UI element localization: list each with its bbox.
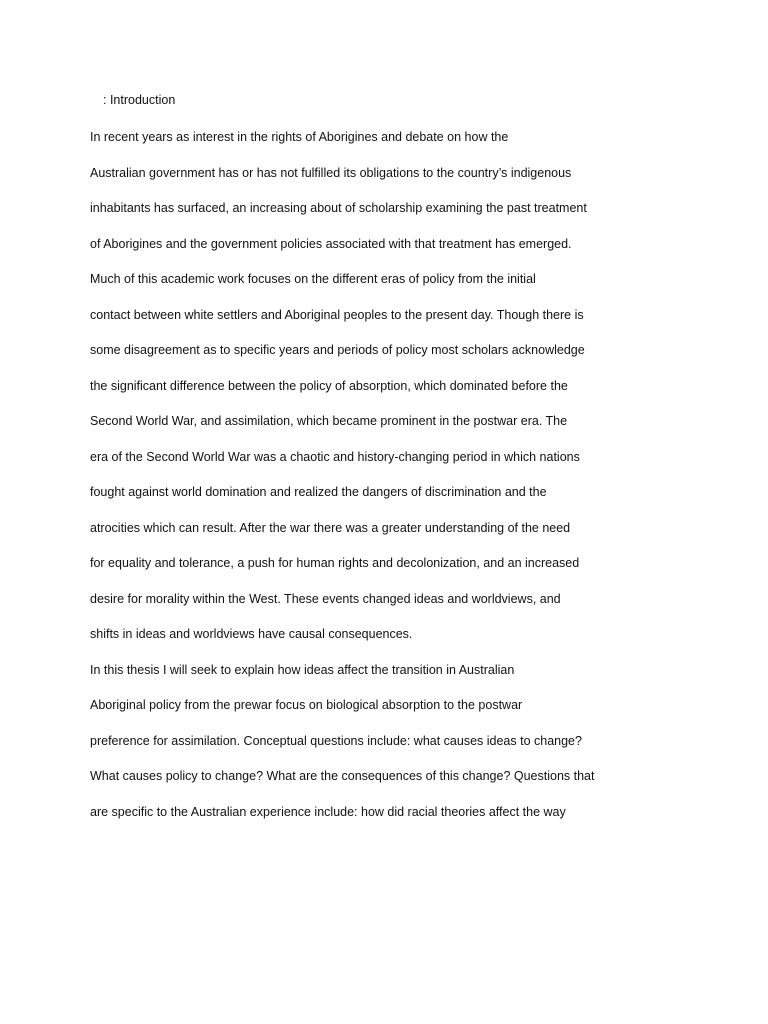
text-line: What causes policy to change? What are the consequences of this change? Questions that [90,769,595,783]
text-line: In recent years as interest in the rights of Aborigines and debate on how the [90,130,509,144]
text-line: some disagreement as to specific years and periods of policy most scholars acknowledge [90,343,585,357]
text-line: preference for assimilation. Conceptual questions include: what causes ideas to change? [90,733,582,748]
text-line: Aboriginal policy from the prewar focus on biological absorption to the postwar [90,698,523,712]
section-heading: : Introduction [103,93,176,107]
text-line: are specific to the Australian experience include: how did racial theories affect the way [90,804,566,819]
text-line: Australian government has or has not fulfilled its obligations to the country’s indigenous [90,165,572,180]
text-line: shifts in ideas and worldviews have causal consequences. [90,627,413,641]
body-text [90,128,710,838]
text-line: desire for morality within the West. These events changed ideas and worldviews, and [90,591,561,606]
text-line: inhabitants has surfaced, an increasing about of scholarship examining the past treatment [90,201,587,215]
text-line: for equality and tolerance, a push for human rights and decolonization, and an increased [90,556,580,570]
text-line: fought against world domination and realized the dangers of discrimination and the [90,485,547,499]
text-line: Much of this academic work focuses on the different eras of policy from the initial [90,272,536,286]
text-line: In this thesis I will seek to explain how ideas affect the transition in Australian [90,662,515,677]
text-line: Second World War, and assimilation, which became prominent in the postwar era. The [90,414,568,428]
text-line: of Aborigines and the government policies associated with that treatment has emerged. [90,236,572,251]
text-line: the significant difference between the policy of absorption, which dominated before the [90,378,568,393]
text-line: contact between white settlers and Aboriginal peoples to the present day. Though there is [90,307,584,322]
text-line: atrocities which can result. After the war there was a greater understanding of the need [90,520,571,535]
text-line: era of the Second World War was a chaotic and history-changing period in which nations [90,449,580,464]
